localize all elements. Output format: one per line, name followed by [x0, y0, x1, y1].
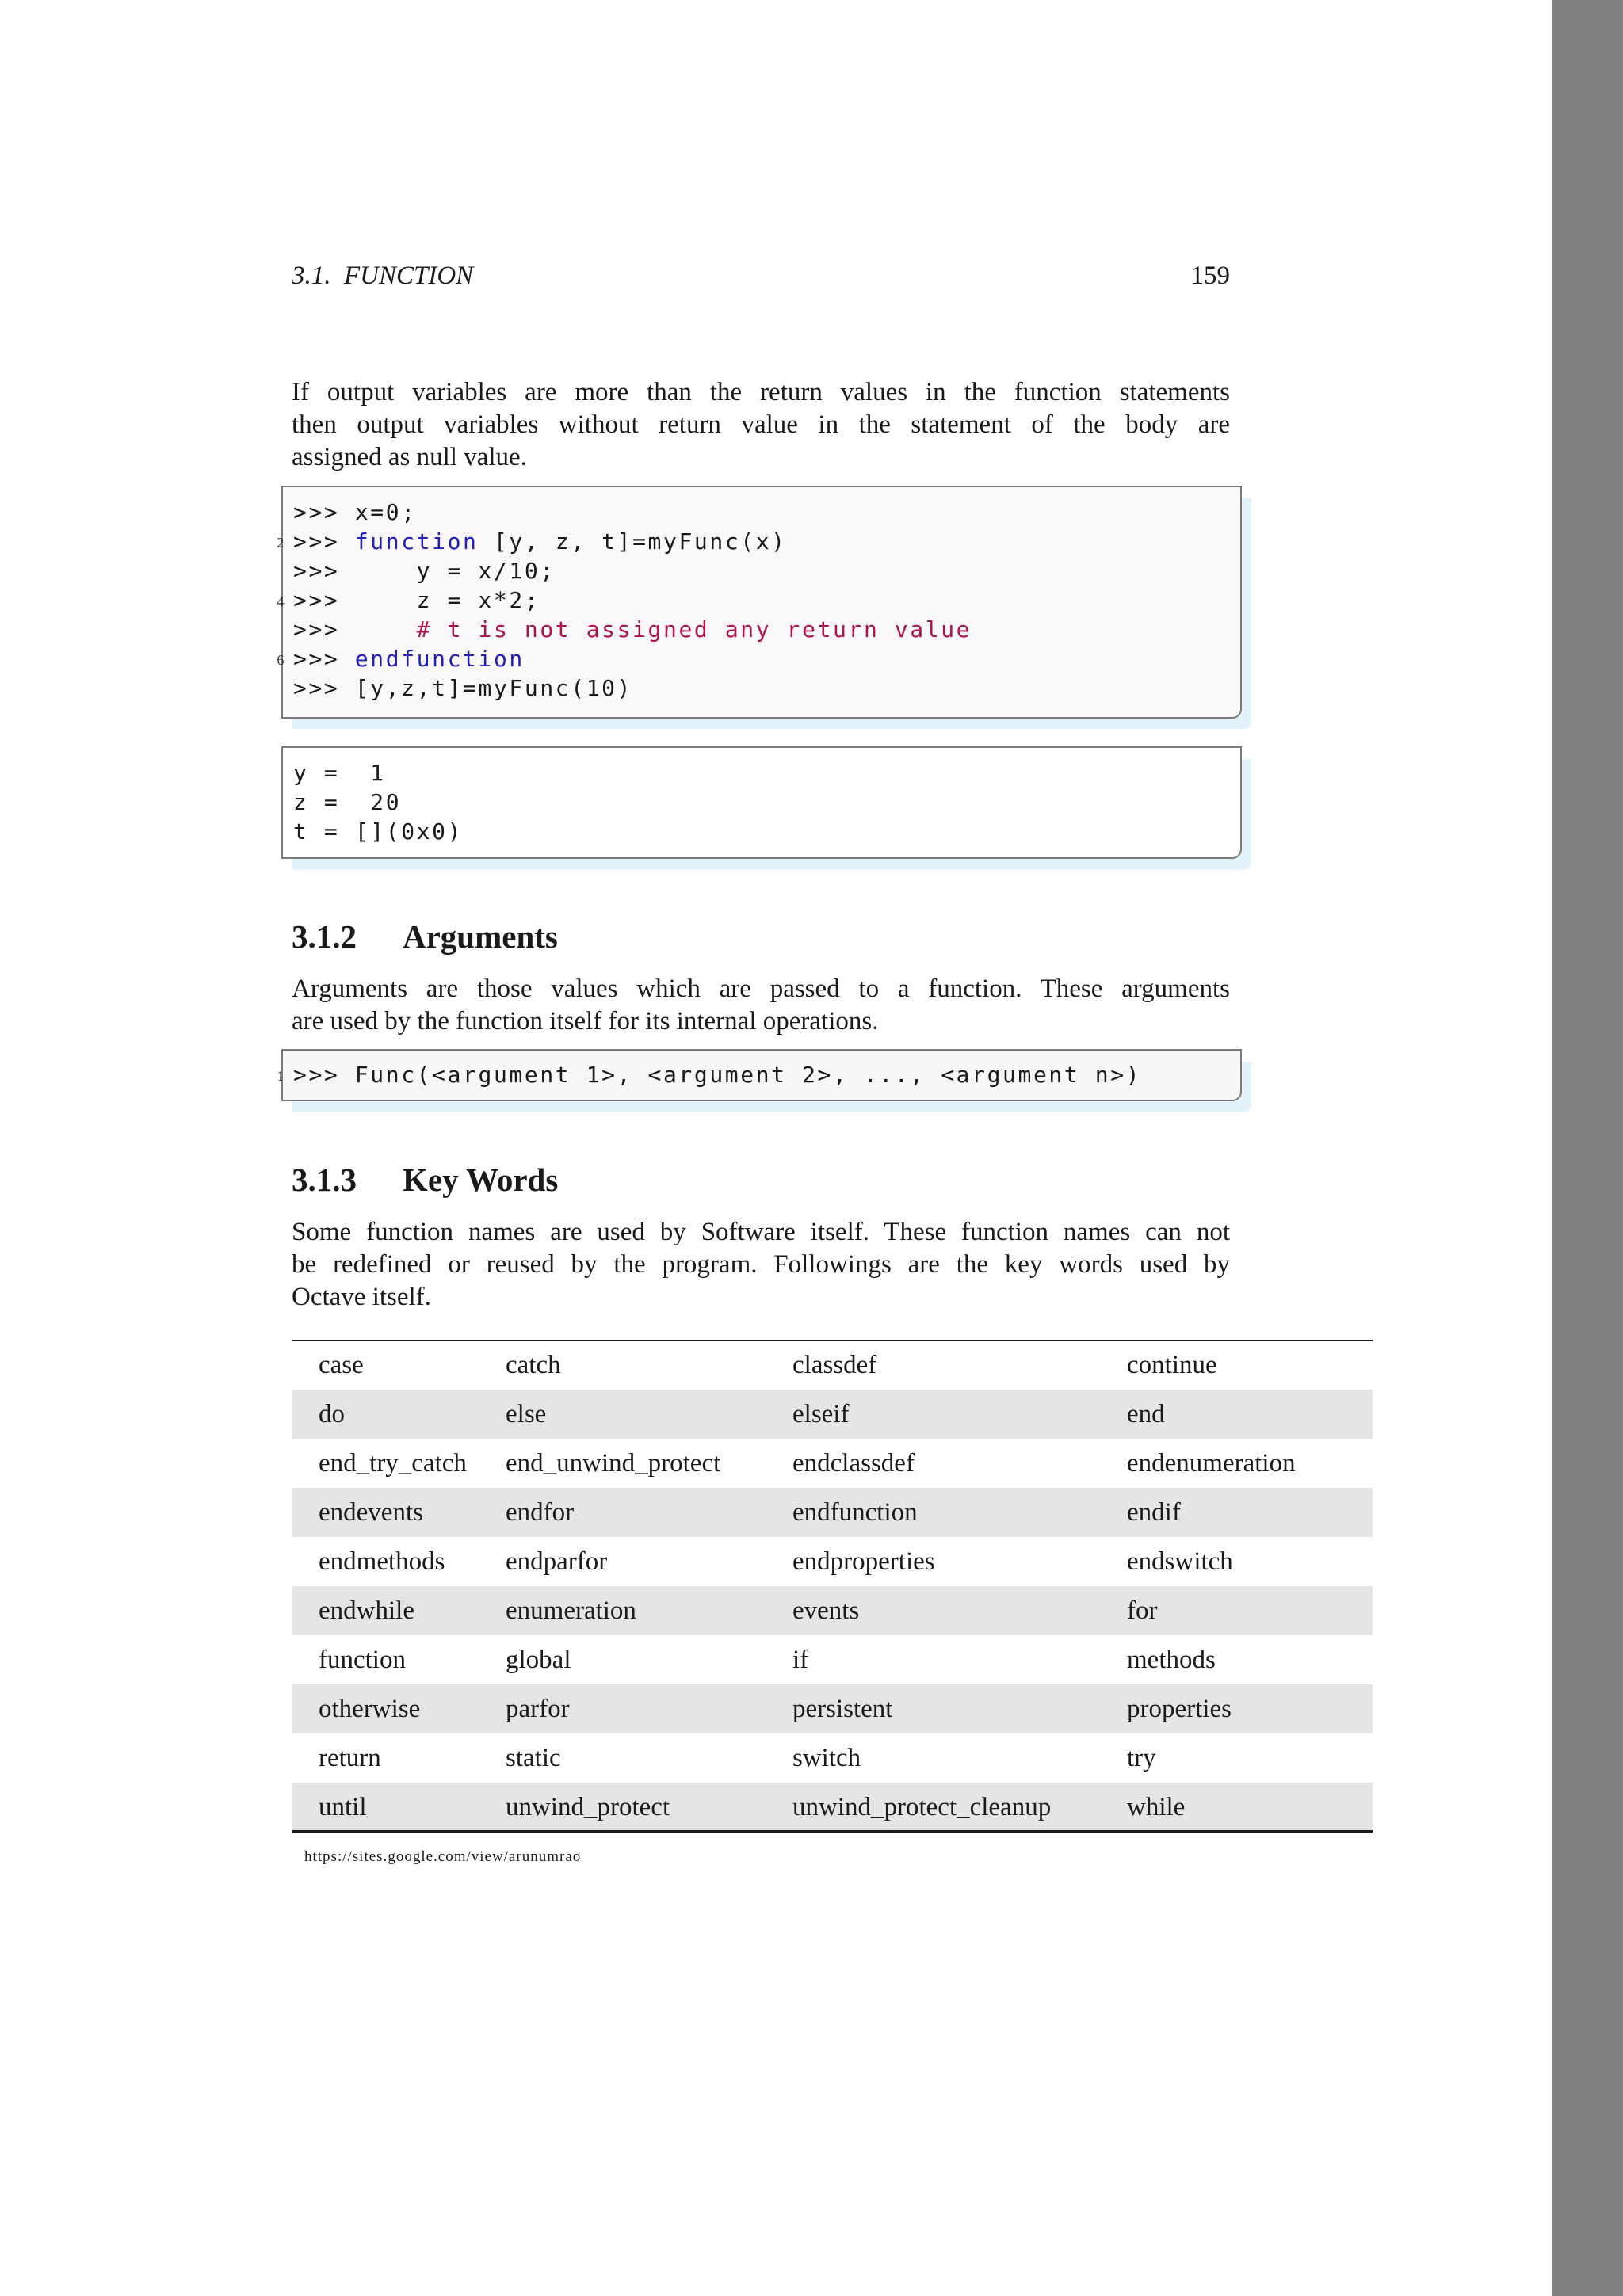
table-row: [292, 1733, 1373, 1783]
paragraph-line: then output variables without return value in the statement of the body are: [292, 410, 1230, 439]
table-cell: if: [792, 1645, 809, 1674]
table-cell: events: [792, 1586, 1127, 1635]
paragraph-line: If output variables are more than the return values in the function statements: [292, 378, 1230, 406]
table-cell: else: [506, 1390, 792, 1439]
line-number: 4: [277, 593, 286, 609]
table-cell: otherwise: [292, 1684, 506, 1733]
table-cell: endenumeration: [1127, 1448, 1296, 1478]
table-cell: case: [319, 1350, 364, 1379]
table-cell: endproperties: [792, 1547, 935, 1576]
paragraph-line: are used by the function itself for its internal operations.: [292, 1007, 879, 1035]
paragraph-line: Some function names are used by Software itself. These function names can not: [292, 1218, 1230, 1246]
table-cell: unwind_protect_cleanup: [792, 1783, 1127, 1832]
table-cell: properties: [1127, 1684, 1373, 1733]
table-row: [292, 1537, 1373, 1586]
header-section: 3.1. FUNCTION: [292, 261, 474, 290]
table-cell: end_unwind_protect: [506, 1448, 721, 1478]
paragraph-line: Arguments are those values which are passed to a function. These arguments: [292, 974, 1230, 1003]
table-bottom-rule: [292, 1830, 1373, 1833]
output-line: y = 1: [293, 760, 386, 786]
table-cell: for: [1127, 1586, 1373, 1635]
table-cell: methods: [1127, 1645, 1216, 1674]
table-cell: parfor: [506, 1684, 792, 1733]
section-number: 3.1.2: [292, 918, 357, 955]
section-title: Key Words: [403, 1161, 559, 1198]
code-line: >>> [y,z,t]=myFunc(10): [293, 675, 633, 701]
page-number: 159: [1190, 261, 1230, 290]
table-cell: enumeration: [506, 1586, 792, 1635]
line-number: 6: [277, 652, 286, 668]
table-cell: return: [319, 1743, 381, 1772]
table-cell: endmethods: [319, 1547, 445, 1576]
table-row: [292, 1390, 1373, 1439]
table-cell: elseif: [792, 1390, 1127, 1439]
table-cell: do: [292, 1390, 506, 1439]
table-row: [292, 1488, 1373, 1537]
output-block: [281, 746, 1242, 859]
paragraph-line: be redefined or reused by the program. Followings are the key words used by: [292, 1250, 1230, 1279]
section-heading-keywords: [292, 1161, 558, 1199]
table-cell: endparfor: [506, 1547, 608, 1576]
paragraph-line: assigned as null value.: [292, 443, 527, 471]
keywords-paragraph: [292, 1216, 1230, 1314]
table-row: [292, 1684, 1373, 1733]
code-line: 6 >>> endfunction: [293, 644, 525, 673]
code-line: 2 >>> function [y, z, t]=myFunc(x): [293, 527, 787, 556]
table-cell: endwhile: [292, 1586, 506, 1635]
table-row: [292, 1783, 1373, 1832]
table-cell: persistent: [792, 1684, 1127, 1733]
running-header: [292, 261, 1230, 291]
table-cell: endfunction: [792, 1488, 1127, 1537]
table-cell: while: [1127, 1783, 1373, 1832]
code-line: >>> x=0;: [293, 499, 417, 525]
section-number: 3.1.3: [292, 1161, 357, 1198]
table-cell: classdef: [792, 1350, 877, 1379]
table-cell: until: [292, 1783, 506, 1832]
arguments-paragraph: [292, 973, 1230, 1038]
table-row: [292, 1586, 1373, 1635]
paragraph-line: Octave itself.: [292, 1283, 431, 1311]
code-line: >>> # t is not assigned any return value: [293, 616, 972, 643]
table-cell: try: [1127, 1743, 1156, 1772]
code-block-arguments: [277, 1049, 1242, 1101]
table-cell: endswitch: [1127, 1547, 1233, 1576]
code-block-function: [277, 486, 1242, 719]
page-edge-bar: [1552, 0, 1623, 2296]
table-cell: end: [1127, 1390, 1373, 1439]
table-cell: endif: [1127, 1488, 1373, 1537]
table-cell: endfor: [506, 1488, 792, 1537]
intro-paragraph: [292, 376, 1230, 474]
table-row: [292, 1635, 1373, 1684]
table-cell: unwind_protect: [506, 1783, 792, 1832]
code-line: 1 >>> Func(<argument 1>, <argument 2>, ..., <argument n>): [293, 1060, 1141, 1089]
table-cell: end_try_catch: [319, 1448, 467, 1478]
table-cell: function: [319, 1645, 406, 1674]
table-cell: endevents: [292, 1488, 506, 1537]
code-line: 4 >>> z = x*2;: [293, 585, 540, 615]
table-cell: switch: [792, 1743, 861, 1772]
keywords-table: [292, 1341, 1373, 1832]
table-cell: static: [506, 1743, 561, 1772]
table-cell: catch: [506, 1350, 561, 1379]
line-number: 2: [277, 535, 286, 551]
code-line: >>> y = x/10;: [293, 558, 556, 584]
output-line: t = [](0x0): [293, 818, 464, 845]
table-row: [292, 1439, 1373, 1488]
table-row: [292, 1341, 1373, 1390]
section-title: Arguments: [403, 918, 558, 955]
section-heading-arguments: [292, 917, 558, 955]
output-line: z = 20: [293, 789, 402, 815]
footer-url: https://sites.google.com/view/arunumrao: [304, 1848, 582, 1865]
table-cell: continue: [1127, 1350, 1217, 1379]
table-cell: global: [506, 1645, 571, 1674]
line-number: 1: [277, 1068, 286, 1084]
table-cell: endclassdef: [792, 1448, 915, 1478]
